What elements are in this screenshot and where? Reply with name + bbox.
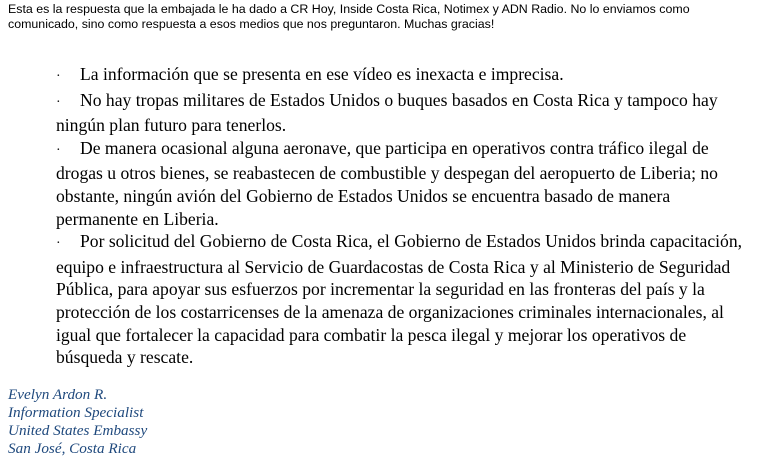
bullet-icon: · [56, 236, 61, 252]
bullet-icon: · [56, 142, 61, 158]
list-item-text: No hay tropas militares de Estados Unidos o buques basados en Costa Rica y tampoco hay ningún plan futuro para tenerlos. [56, 89, 718, 136]
signature-organization: United States Embassy [8, 422, 148, 439]
intro-text: Esta es la respuesta que la embajada le ha dado a CR Hoy, Inside Costa Rica, Notimex y ADN Radio. No lo enviamos como comunicado, sino como respuesta a esos medios que nos preguntaron. Muchas gracias! [8, 2, 690, 31]
list-item [56, 137, 746, 230]
statement-list [56, 63, 746, 369]
signature-location: San José, Costa Rica [8, 440, 137, 457]
signature-title: Information Specialist [8, 404, 144, 421]
bullet-icon: · [56, 69, 61, 84]
list-item-text: Por solicitud del Gobierno de Costa Rica, el Gobierno de Estados Unidos brinda capacitación, equipo e infraestructura al Servicio de Guardacostas de Costa Rica y al Ministerio de Seguridad Pública, para apoyar sus esfuerzos por incrementar la seguridad en las fronteras del país y la protección de los costarricenses de la amenaza de organizaciones criminales internacionales, al igual que fortalecer la capacidad para combatir la pesca ilegal y mejorar los operativos de búsqueda y rescate. [56, 231, 743, 368]
list-item-text: La información que se presenta en ese vídeo es inexacta e imprecisa. [80, 64, 564, 84]
signature-block [8, 386, 147, 458]
bullet-icon: · [56, 94, 61, 110]
list-item [56, 63, 746, 89]
list-item [56, 89, 746, 137]
list-item [56, 230, 746, 369]
signature-name: Evelyn Ardon R. [8, 386, 108, 403]
list-item-text: De manera ocasional alguna aeronave, que participa en operativos contra tráfico ilegal de drogas u otros bienes, se reabastecen de combustible y despegan del aeropuerto de Liberia; no obstante, ningún avión del Gobierno de Estados Unidos se encuentra basado de manera permanente en Liberia. [56, 137, 718, 229]
